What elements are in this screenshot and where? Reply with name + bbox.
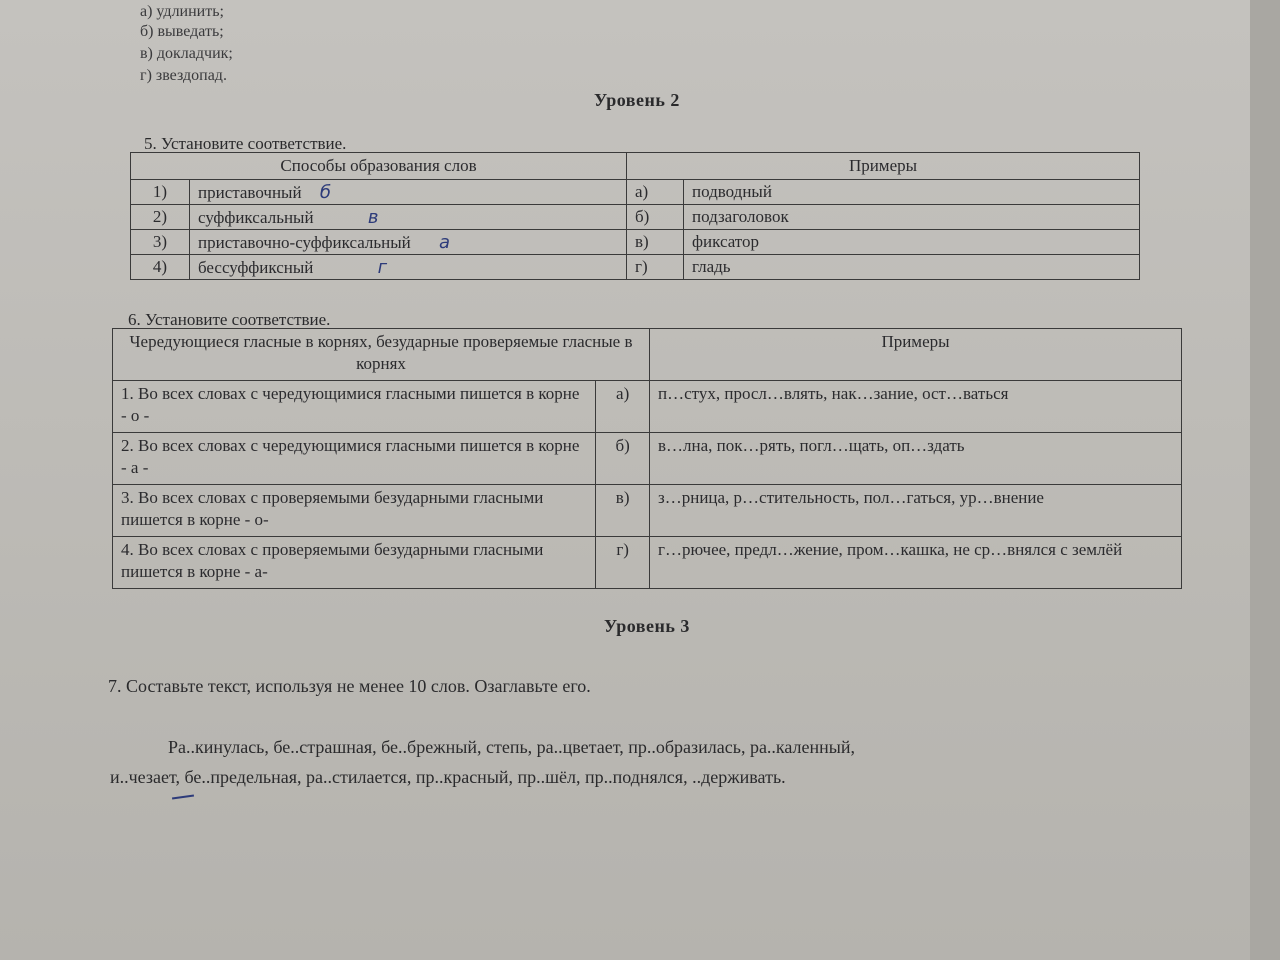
method-cell <box>190 230 627 255</box>
examples-cell: в…лна, пок…рять, погл…щать, оп…здать <box>650 433 1182 485</box>
rule-cell: 2. Во всех словах с чередующимися гласными пишется в корне - а - <box>113 433 596 485</box>
rule-cell: 4. Во всех словах с проверяемыми безударными гласными пишется в корне - а- <box>113 537 596 589</box>
example-word: подводный <box>684 180 1140 205</box>
examples-cell: г…рючее, предл…жение, пром…кашка, не ср…внялся с землёй <box>650 537 1182 589</box>
option-c: в) докладчик; <box>140 45 233 62</box>
task5-title: 5. Установите соответствие. <box>144 134 347 153</box>
method-label: бессуффиксный <box>198 257 314 277</box>
task6-col2-header: Примеры <box>650 329 1182 381</box>
row-number: 2) <box>131 205 190 230</box>
method-cell <box>190 180 627 205</box>
table-row <box>113 433 1182 485</box>
example-word: гладь <box>684 255 1140 280</box>
task7-words-line1: Ра..кинулась, бе..страшная, бе..брежный, степь, ра..цветает, пр..образилась, ра..каленный, <box>168 737 856 757</box>
rule-cell: 1. Во всех словах с чередующимися гласными пишется в корне - о - <box>113 381 596 433</box>
rule-letter: б) <box>596 433 650 485</box>
table-row <box>131 255 1140 280</box>
method-label: суффиксальный <box>198 207 314 227</box>
option-b: б) выведать; <box>140 23 224 40</box>
example-word: подзаголовок <box>684 205 1140 230</box>
level3-title: Уровень 3 <box>604 616 690 636</box>
task7-title: 7. Составьте текст, используя не менее 10 слов. Озаглавьте его. <box>108 676 591 696</box>
example-word: фиксатор <box>684 230 1140 255</box>
handwritten-mark: в <box>367 206 379 228</box>
example-letter: а) <box>627 180 684 205</box>
table-row <box>131 180 1140 205</box>
table-row <box>113 537 1182 589</box>
task7-words-line2: и..чезает, бе..предельная, ра..стилается, пр..красный, пр..шёл, пр..поднялся, ..держивать. <box>110 767 786 787</box>
handwritten-mark: а <box>439 231 451 253</box>
row-number: 1) <box>131 180 190 205</box>
handwritten-mark: б <box>319 181 331 203</box>
table-row <box>113 381 1182 433</box>
page-edge <box>1250 0 1280 960</box>
method-label: приставочно-суффиксальный <box>198 232 411 252</box>
rule-letter: а) <box>596 381 650 433</box>
level2-title: Уровень 2 <box>594 90 680 110</box>
method-cell <box>190 255 627 280</box>
option-a: а) удлинить; <box>140 3 224 20</box>
examples-cell: п…стух, просл…влять, нак…зание, ост…ваться <box>650 381 1182 433</box>
example-letter: г) <box>627 255 684 280</box>
task6-title: 6. Установите соответствие. <box>128 310 331 329</box>
table-row <box>131 205 1140 230</box>
method-label: приставочный <box>198 182 302 202</box>
example-letter: в) <box>627 230 684 255</box>
task6-col1-header: Чередующиеся гласные в корнях, безударные проверяемые гласные в корнях <box>113 329 650 381</box>
example-letter: б) <box>627 205 684 230</box>
option-d: г) звездопад. <box>140 67 227 84</box>
rule-cell: 3. Во всех словах с проверяемыми безударными гласными пишется в корне - о- <box>113 485 596 537</box>
task5-col2-header: Примеры <box>627 153 1140 180</box>
task5-col1-header: Способы образования слов <box>131 153 627 180</box>
table-row <box>113 485 1182 537</box>
method-cell <box>190 205 627 230</box>
task5-table <box>130 152 1140 280</box>
row-number: 4) <box>131 255 190 280</box>
row-number: 3) <box>131 230 190 255</box>
handwritten-mark: г <box>377 256 388 278</box>
rule-letter: в) <box>596 485 650 537</box>
rule-letter: г) <box>596 537 650 589</box>
task6-table <box>112 328 1182 589</box>
examples-cell: з…рница, р…стительность, пол…гаться, ур…внение <box>650 485 1182 537</box>
table-row <box>131 230 1140 255</box>
